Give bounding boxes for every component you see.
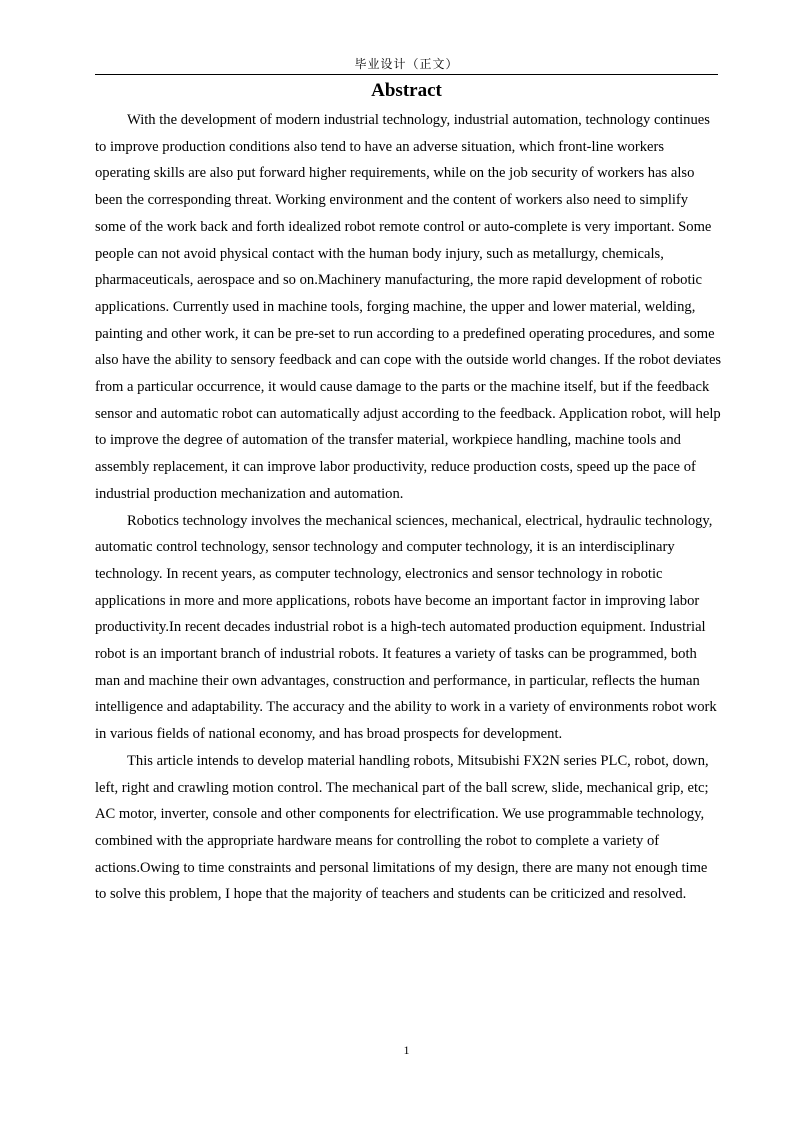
header-rule (95, 74, 718, 75)
abstract-paragraph-1: With the development of modern industrial technology, industrial automation, technology continues to improve production conditions also tend to have an adverse situation, which front-line workers operating skills are also put forward higher requirements, while on the job security of workers has also been the corresponding threat. Working environment and the content of workers also need to simplify some of the work back and forth idealized robot remote control or auto-complete is very important. Some people can not avoid physical contact with the human body injury, such as metallurgy, chemicals, pharmaceuticals, aerospace and so on.Machinery manufacturing, the more rapid development of robotic applications. Currently used in machine tools, forging machine, the upper and lower material, welding, painting and other work, it can be pre-set to run according to a predefined operating procedures, and some also have the ability to sensory feedback and can cope with the outside world changes. If the robot deviates from a particular occurrence, it would cause damage to the parts or the machine itself, but if the feedback sensor and automatic robot can automatically adjust according to the feedback. Application robot, will help to improve the degree of automation of the transfer material, workpiece handling, machine tools and assembly replacement, it can improve labor productivity, reduce production costs, speed up the pace of industrial production mechanization and automation. (95, 112, 722, 502)
abstract-paragraph-2: Robotics technology involves the mechanical sciences, mechanical, electrical, hydraulic technology, automatic control technology, sensor technology and computer technology, it is an interdisciplinary technology. In recent years, as computer technology, electronics and sensor technology in robotic applications in more and more applications, robots have become an important factor in improving labor productivity.In recent decades industrial robot is a high-tech automated production equipment. Industrial robot is an important branch of industrial robots. It features a variety of tasks can be programmed, both man and machine their own advantages, construction and performance, in particular, reflects the human intelligence and adaptability. The accuracy and the ability to work in a variety of environments robot work in various fields of national economy, and has broad prospects for development. (95, 512, 717, 743)
abstract-title: Abstract (371, 80, 442, 101)
abstract-paragraph-3: This article intends to develop material handling robots, Mitsubishi FX2N series PLC, robot, down, left, right and crawling motion control. The mechanical part of the ball screw, slide, mechanical grip, etc; AC motor, inverter, console and other components for electrification. We use programmable technology, combined with the appropriate hardware means for controlling the robot to complete a variety of actions.Owing to time constraints and personal limitations of my design, there are many not enough time to solve this problem, I hope that the majority of teachers and students can be criticized and resolved. (95, 752, 709, 903)
abstract-body (95, 107, 722, 908)
running-header: 毕业设计（正文） (354, 57, 459, 71)
page-number: 1 (403, 1043, 410, 1057)
